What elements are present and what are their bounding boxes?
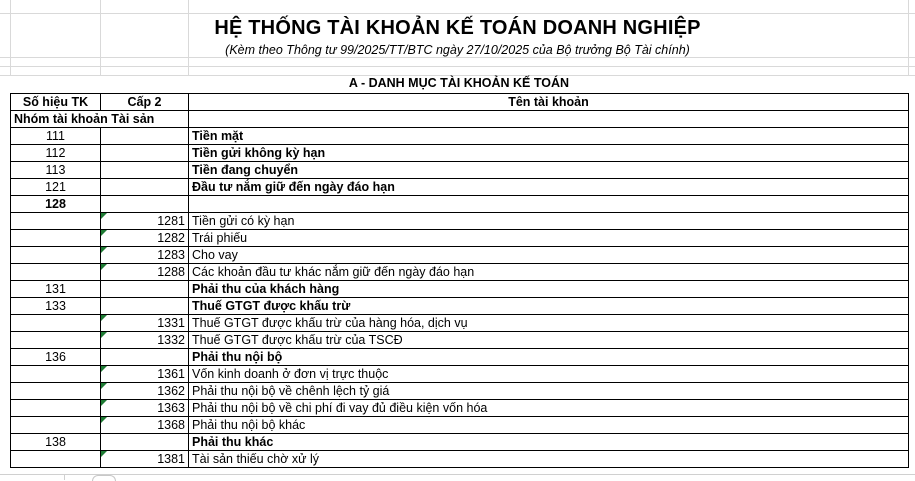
number-as-text-marker-icon <box>101 213 107 219</box>
level-2-cell[interactable] <box>101 366 189 383</box>
level-2-code: 1282 <box>157 231 185 245</box>
account-number-cell[interactable]: 133 <box>11 298 101 315</box>
number-as-text-marker-icon <box>101 247 107 253</box>
level-2-cell[interactable] <box>101 349 189 366</box>
account-number-cell[interactable]: 112 <box>11 145 101 162</box>
account-name-cell[interactable]: Phải thu khác <box>189 434 909 451</box>
level-2-cell[interactable] <box>101 400 189 417</box>
level-2-cell[interactable] <box>101 162 189 179</box>
account-number-cell[interactable] <box>11 247 101 264</box>
table-row <box>11 128 909 145</box>
account-number-cell[interactable] <box>11 332 101 349</box>
level-2-code: 1363 <box>157 401 185 415</box>
table-row <box>11 434 909 451</box>
account-number-cell[interactable] <box>11 400 101 417</box>
level-2-cell[interactable] <box>101 434 189 451</box>
level-2-code: 1331 <box>157 316 185 330</box>
level-2-cell[interactable] <box>101 128 189 145</box>
account-name-cell[interactable]: Tiền gửi có kỳ hạn <box>189 213 909 230</box>
level-2-cell[interactable] <box>101 264 189 281</box>
account-name-cell[interactable]: Đầu tư nắm giữ đến ngày đáo hạn <box>189 179 909 196</box>
sheet-tab-divider <box>0 474 65 480</box>
account-number-cell[interactable] <box>11 451 101 468</box>
group-label[interactable]: Nhóm tài khoản Tài sản <box>11 111 189 128</box>
level-2-cell[interactable] <box>101 332 189 349</box>
account-number-cell[interactable] <box>11 366 101 383</box>
account-name-cell[interactable]: Cho vay <box>189 247 909 264</box>
level-2-code: 1381 <box>157 452 185 466</box>
group-row <box>11 111 909 128</box>
account-name-cell[interactable]: Tiền gửi không kỳ hạn <box>189 145 909 162</box>
table-row <box>11 247 909 264</box>
level-2-code: 1362 <box>157 384 185 398</box>
account-number-cell[interactable]: 128 <box>11 196 101 213</box>
level-2-cell[interactable] <box>101 247 189 264</box>
table-row <box>11 349 909 366</box>
document-title[interactable]: HỆ THỐNG TÀI KHOẢN KẾ TOÁN DOANH NGHIỆP <box>214 17 701 39</box>
number-as-text-marker-icon <box>101 383 107 389</box>
table-row <box>11 179 909 196</box>
account-number-cell[interactable] <box>11 264 101 281</box>
level-2-code: 1283 <box>157 248 185 262</box>
account-table <box>10 93 909 468</box>
header-account-number[interactable]: Số hiệu TK <box>11 94 101 111</box>
account-name-cell[interactable]: Tiền mặt <box>189 128 909 145</box>
level-2-cell[interactable] <box>101 145 189 162</box>
account-name-cell[interactable]: Phải thu nội bộ <box>189 349 909 366</box>
account-number-cell[interactable]: 131 <box>11 281 101 298</box>
number-as-text-marker-icon <box>101 230 107 236</box>
table-row <box>11 332 909 349</box>
level-2-cell[interactable] <box>101 230 189 247</box>
level-2-code: 1288 <box>157 265 185 279</box>
number-as-text-marker-icon <box>101 366 107 372</box>
account-number-cell[interactable] <box>11 417 101 434</box>
number-as-text-marker-icon <box>101 315 107 321</box>
number-as-text-marker-icon <box>101 332 107 338</box>
table-row <box>11 230 909 247</box>
header-account-name[interactable]: Tên tài khoản <box>189 94 909 111</box>
group-empty-cell[interactable] <box>189 111 909 128</box>
account-number-cell[interactable] <box>11 213 101 230</box>
number-as-text-marker-icon <box>101 400 107 406</box>
number-as-text-marker-icon <box>101 264 107 270</box>
table-row <box>11 315 909 332</box>
account-name-cell[interactable]: Phải thu nội bộ khác <box>189 417 909 434</box>
level-2-cell[interactable] <box>101 281 189 298</box>
level-2-cell[interactable] <box>101 179 189 196</box>
account-name-cell[interactable]: Thuế GTGT được khấu trừ của TSCĐ <box>189 332 909 349</box>
account-number-cell[interactable]: 111 <box>11 128 101 145</box>
level-2-code: 1281 <box>157 214 185 228</box>
account-name-cell[interactable]: Thuế GTGT được khấu trừ <box>189 298 909 315</box>
table-row <box>11 366 909 383</box>
account-number-cell[interactable]: 121 <box>11 179 101 196</box>
account-number-cell[interactable] <box>11 230 101 247</box>
account-number-cell[interactable] <box>11 315 101 332</box>
level-2-code: 1368 <box>157 418 185 432</box>
account-number-cell[interactable]: 138 <box>11 434 101 451</box>
level-2-cell[interactable] <box>101 383 189 400</box>
account-name-cell[interactable]: Tài sản thiếu chờ xử lý <box>189 451 909 468</box>
account-name-cell[interactable]: Vốn kinh doanh ở đơn vị trực thuộc <box>189 366 909 383</box>
sheet-gridline <box>0 66 915 67</box>
table-row <box>11 417 909 434</box>
level-2-cell[interactable] <box>101 451 189 468</box>
add-sheet-icon[interactable] <box>92 475 116 481</box>
account-name-cell[interactable]: Tiền đang chuyển <box>189 162 909 179</box>
table-row <box>11 383 909 400</box>
table-row <box>11 145 909 162</box>
table-row <box>11 264 909 281</box>
table-row <box>11 281 909 298</box>
account-name-cell[interactable]: Các khoản đầu tư khác nắm giữ đến ngày đáo hạn <box>189 264 909 281</box>
account-name-cell[interactable]: Phải thu nội bộ về chênh lệch tỷ giá <box>189 383 909 400</box>
number-as-text-marker-icon <box>101 417 107 423</box>
document-subtitle[interactable]: (Kèm theo Thông tư 99/2025/TT/BTC ngày 27/10/2025 của Bộ trưởng Bộ Tài chính) <box>225 43 690 57</box>
sheet-gridline <box>0 13 915 14</box>
table-row <box>11 213 909 230</box>
level-2-cell[interactable] <box>101 298 189 315</box>
table-row <box>11 196 909 213</box>
level-2-cell[interactable] <box>101 196 189 213</box>
table-row <box>11 298 909 315</box>
account-name-cell[interactable]: Phải thu của khách hàng <box>189 281 909 298</box>
level-2-cell[interactable] <box>101 417 189 434</box>
level-2-cell[interactable] <box>101 213 189 230</box>
level-2-code: 1332 <box>157 333 185 347</box>
table-header-row <box>11 94 909 111</box>
table-row <box>11 451 909 468</box>
level-2-cell[interactable] <box>101 315 189 332</box>
account-name-cell[interactable]: Trái phiếu <box>189 230 909 247</box>
table-row <box>11 162 909 179</box>
header-level-2[interactable]: Cấp 2 <box>101 94 189 111</box>
sheet-bottom-edge <box>0 474 915 475</box>
level-2-code: 1361 <box>157 367 185 381</box>
account-number-cell[interactable]: 136 <box>11 349 101 366</box>
account-name-cell[interactable]: Phải thu nội bộ về chi phí đi vay đủ điều kiện vốn hóa <box>189 400 909 417</box>
number-as-text-marker-icon <box>101 451 107 457</box>
table-row <box>11 400 909 417</box>
account-name-cell[interactable]: Thuế GTGT được khấu trừ của hàng hóa, dịch vụ <box>189 315 909 332</box>
account-number-cell[interactable] <box>11 383 101 400</box>
sheet-gridline <box>0 57 915 58</box>
account-name-cell[interactable] <box>189 196 909 213</box>
account-number-cell[interactable]: 113 <box>11 162 101 179</box>
section-title[interactable]: A - DANH MỤC TÀI KHOẢN KẾ TOÁN <box>348 76 570 90</box>
